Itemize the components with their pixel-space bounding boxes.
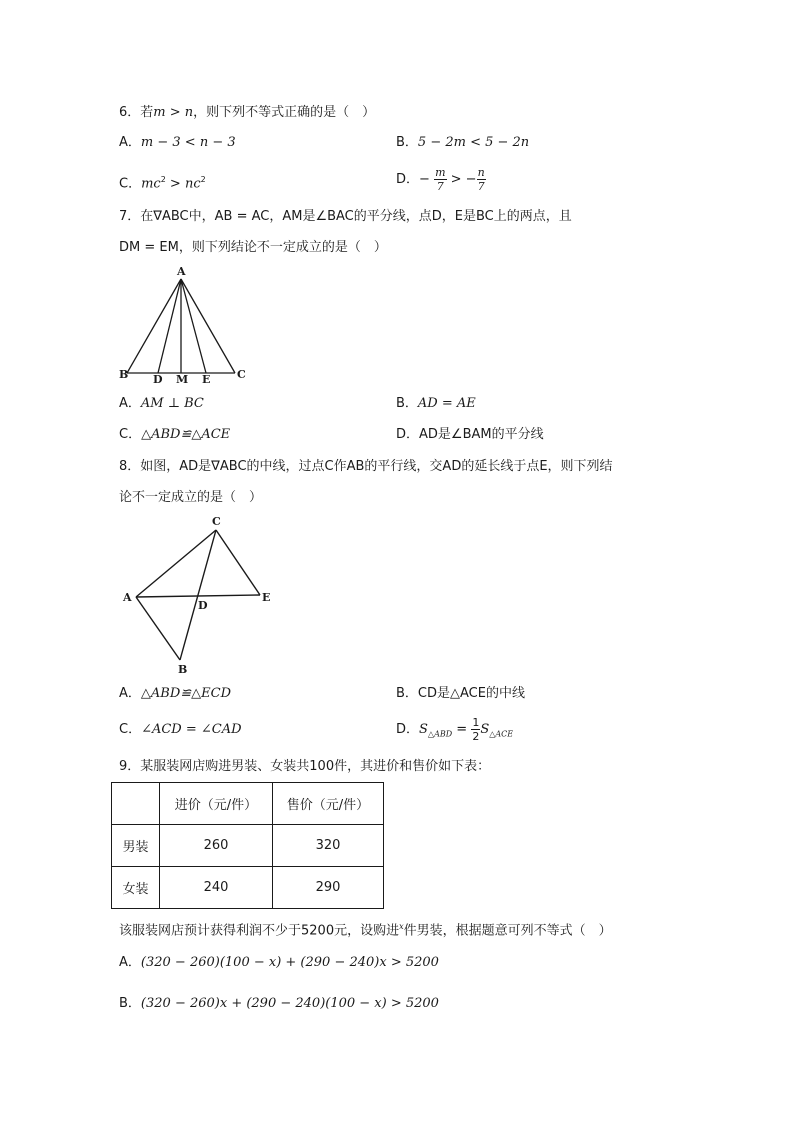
- q8-option-d-num: 1: [472, 716, 480, 729]
- q8-option-d-s2: S: [480, 722, 490, 737]
- q6-option-d-num2: n: [477, 166, 485, 179]
- q7-stem-line1: 7．在∇ABC中，AB = AC，AM是∠BAC的平分线，点D，E是BC上的两点，且: [119, 209, 572, 224]
- q8-stem-line1: 8．如图，AD是∇ABC的中线，过点C作AB的平行线，交AD的延长线于点E，则下列结: [119, 459, 613, 474]
- q9-table-cell-women-cost: 240: [160, 867, 273, 909]
- q7-figure: [115, 265, 255, 385]
- q9-table-cell-men-price: 320: [273, 825, 384, 867]
- q9-table-header-price: 售价（元/件）: [273, 783, 384, 825]
- q9-option-a: [119, 953, 439, 973]
- q7-label-m: M: [176, 373, 189, 385]
- q7-option-a-text: AM ⊥ BC: [140, 396, 204, 411]
- q6-option-c: [119, 170, 206, 194]
- q8-option-b: [396, 684, 525, 704]
- q8-figure: [118, 512, 278, 677]
- q6-option-d-frac1: [434, 166, 446, 193]
- q7-line-ab: [127, 279, 181, 373]
- q7-line-ae: [181, 279, 206, 373]
- table-row: [112, 867, 384, 909]
- q7-label-c: C: [237, 368, 246, 381]
- q6-option-c-label: C．: [119, 176, 142, 192]
- q7-option-d-text: AD是∠BAM的平分线: [419, 427, 544, 442]
- q8-option-c-text: ∠ACD = ∠CAD: [141, 722, 242, 737]
- q6-option-c-mc: mc: [141, 176, 161, 192]
- q9-table-row-label-men: 男装: [112, 825, 160, 867]
- q9-table-cell-women-price: 290: [273, 867, 384, 909]
- q6-option-a: [119, 133, 236, 153]
- table-row: [112, 825, 384, 867]
- q6-option-c-nc: nc: [184, 176, 201, 192]
- q6-option-d-label: D．: [396, 172, 420, 187]
- q8-option-c-label: C．: [119, 722, 142, 737]
- q8-option-d-sub1: △ABD: [427, 729, 453, 739]
- q8-label-d: D: [198, 599, 208, 612]
- q7-label-b: B: [119, 368, 129, 381]
- q6-option-c-gt: >: [165, 176, 185, 192]
- q8-label-b: B: [178, 663, 188, 676]
- q7-option-c-text: △ABD≌△ACE: [141, 427, 231, 442]
- q8-option-a: [119, 684, 231, 704]
- q8-label-c: C: [212, 515, 221, 528]
- q6-option-d-den1: 7: [436, 180, 444, 193]
- q6-option-d-den2: 7: [477, 180, 485, 193]
- q8-line-ac: [136, 530, 216, 597]
- q7-option-b-text: AD = AE: [417, 396, 476, 411]
- q6-option-c-sup1: 2: [160, 175, 166, 184]
- q7-option-b: [396, 394, 476, 414]
- q6-option-b: [396, 133, 529, 153]
- q9-stem: [119, 917, 612, 941]
- q9-table-header-empty: [112, 783, 160, 825]
- q9-intro: 9．某服装网店购进男装、女装共100件，其进价和售价如下表：: [119, 759, 491, 774]
- q7-label-d: D: [153, 373, 163, 385]
- q6-option-a-label: A．: [119, 135, 141, 150]
- q8-option-b-text: CD是△ACE的中线: [417, 686, 525, 701]
- q9-price-table: [111, 782, 384, 909]
- q7-option-c-label: C．: [119, 427, 142, 442]
- q9-table-cell-men-cost: 260: [160, 825, 273, 867]
- q6-prefix: 6．若: [119, 105, 154, 120]
- q6-option-d: [396, 166, 486, 194]
- q8-line-cb: [180, 530, 216, 660]
- q7-line-ad: [158, 279, 181, 373]
- q7-option-d: [396, 425, 544, 445]
- q6-stem: [119, 103, 375, 123]
- q7-option-d-label: D．: [396, 427, 420, 442]
- q6-option-d-gt: > −: [446, 172, 477, 187]
- q9-stem-var: x: [399, 922, 404, 931]
- q7-option-a: [119, 394, 204, 414]
- q6-option-a-expr: m − 3 < n − 3: [140, 135, 236, 150]
- q6-option-d-minus: −: [419, 172, 430, 187]
- q9-option-a-expr: (320 − 260)(100 − x) + (290 − 240)x > 5200: [140, 955, 439, 970]
- q8-label-a: A: [123, 591, 132, 604]
- q9-stem-after: 件男装，根据题意可列不等式（ ）: [403, 923, 612, 939]
- q6-option-d-num1: m: [435, 166, 446, 179]
- q8-option-d-label: D．: [396, 722, 420, 737]
- q6-option-d-frac2: [477, 166, 486, 193]
- q9-option-b-expr: (320 − 260)x + (290 − 240)(100 − x) > 5200: [140, 996, 439, 1011]
- q7-option-b-label: B．: [396, 396, 418, 411]
- q6-condition: m > n: [153, 105, 194, 120]
- q7-stem-line2: DM = EM，则下列结论不一定成立的是（ ）: [119, 240, 387, 255]
- q8-option-c: [119, 720, 242, 740]
- q7-label-e: E: [202, 373, 211, 385]
- q6-option-b-expr: 5 − 2m < 5 − 2n: [417, 135, 530, 150]
- q9-option-b-label: B．: [119, 996, 141, 1011]
- q6-option-c-sup2: 2: [200, 175, 206, 184]
- q8-line-ab: [136, 597, 180, 660]
- q6-suffix: ，则下列不等式正确的是（ ）: [193, 105, 376, 120]
- q8-stem-line2: 论不一定成立的是（ ）: [119, 490, 263, 505]
- q8-option-d-sub2: △ACE: [489, 729, 514, 739]
- q8-option-a-text: △ABD≌△ECD: [140, 686, 232, 701]
- q8-option-d-den: 2: [472, 730, 480, 743]
- q9-stem-before: 该服装网店预计获得利润不少于5200元，设购进: [119, 923, 400, 939]
- q7-label-a: A: [177, 265, 186, 278]
- q7-option-c: [119, 425, 230, 445]
- q7-option-a-label: A．: [119, 396, 141, 411]
- q9-option-a-label: A．: [119, 955, 141, 970]
- q9-table-header-row: [112, 783, 384, 825]
- q8-option-b-label: B．: [396, 686, 418, 701]
- q9-table-header-cost: 进价（元/件）: [160, 783, 273, 825]
- q8-label-e: E: [262, 591, 271, 604]
- q8-line-ce: [216, 530, 260, 595]
- q7-line-ac: [181, 279, 235, 373]
- q9-option-b: [119, 994, 439, 1014]
- q8-option-a-label: A．: [119, 686, 141, 701]
- q9-table-row-label-women: 女装: [112, 867, 160, 909]
- q8-option-d: [396, 716, 513, 749]
- q8-option-d-eq: =: [452, 722, 472, 737]
- q6-option-b-label: B．: [396, 135, 418, 150]
- q8-option-d-s1: S: [419, 722, 428, 737]
- q8-option-d-frac: [471, 716, 480, 743]
